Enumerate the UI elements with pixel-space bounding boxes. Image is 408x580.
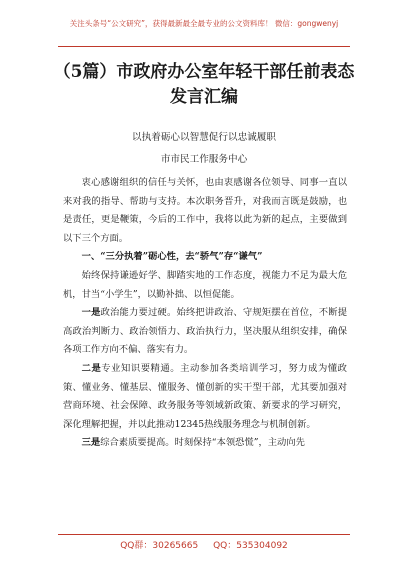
body-paragraph bbox=[63, 360, 347, 434]
body-paragraph bbox=[63, 304, 347, 360]
header-divider bbox=[58, 46, 350, 47]
paragraph-text: 综合素质要提高。时刻保持“本领恐慌”，主动向先 bbox=[100, 437, 305, 449]
document-body bbox=[63, 174, 347, 453]
section-heading bbox=[63, 248, 347, 267]
document-title bbox=[40, 60, 368, 110]
paragraph-lead: 一是 bbox=[81, 307, 101, 319]
body-paragraph bbox=[63, 267, 347, 304]
page-footer bbox=[0, 538, 408, 551]
document-subtitle: 以执着砺心以智慧促行以忠诚履职 bbox=[132, 132, 276, 143]
paragraph-lead: 二是 bbox=[81, 362, 102, 374]
paragraph-text: 始终保持谦逊好学、脚踏实地的工作态度，视能力不足为最大危机，甘当“小学生”，以勤补拙、以恒促能。 bbox=[63, 269, 347, 300]
title-line-2: 发言汇编 bbox=[170, 87, 238, 107]
document-author: 市市民工作服务中心 bbox=[160, 154, 248, 165]
paragraph-text: 专业知识要精通。主动参加各类培训学习，努力成为懂政策、懂业务、懂基层、懂服务、懂创新的实干型干部，尤其要加强对营商环境、社会保障、政务服务等领域新政策、新要求的学习研究，深化理解把握，并以此推动12345热线服务理念与机制创新。 bbox=[63, 362, 347, 430]
footer-divider bbox=[58, 534, 350, 535]
paragraph-lead: 三是 bbox=[81, 437, 101, 449]
page-header-banner: 关注头条号“公文研究”，获得最新最全最专业的公文资料库！ 微信：gongwenyj bbox=[69, 19, 339, 28]
paragraph-text: 政治能力要过硬。始终把讲政治、守规矩摆在首位，不断提高政治判断力、政治领悟力、政治执行力，坚决服从组织安排，确保各项工作方向不偏、落实有力。 bbox=[63, 307, 347, 356]
footer-qq-contact: QQ：535304092 bbox=[213, 541, 288, 551]
footer-qq-group: QQ群：30265665 bbox=[120, 541, 199, 551]
paragraph-text: 衷心感谢组织的信任与关怀，也由衷感谢各位领导、同事一直以来对我的指导、帮助与支持。本次职务晋升，对我而言既是鼓励，也是责任，更是鞭策，今后的工作中，我将以此为新的起点，主要做到以下三个方面。 bbox=[63, 177, 347, 244]
body-paragraph bbox=[63, 174, 347, 248]
heading-text: 一、“三分执着”砺心性，去“骄气”存“谦气” bbox=[81, 251, 263, 263]
title-line-1: （5篇）市政府办公室年轻干部任前表态 bbox=[53, 62, 355, 82]
body-paragraph bbox=[63, 434, 347, 453]
